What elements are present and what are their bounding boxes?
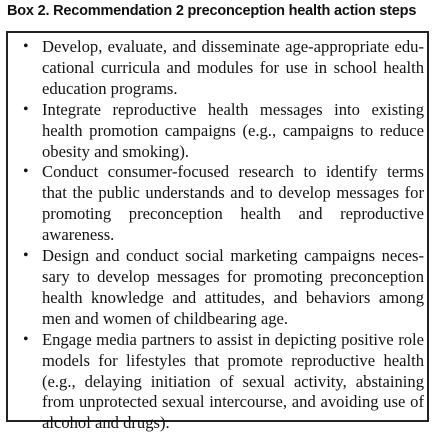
bullet-icon: • [23, 38, 29, 55]
action-step-5 [22, 330, 424, 434]
action-step-2 [22, 100, 424, 163]
box-title: Box 2. Recommendation 2 preconception health action steps [7, 3, 417, 19]
action-step-2-text: Integrate reproductive health messages into existing health promotion campaigns (e.g., campaigns to reduce obesity and smoking). [42, 99, 424, 161]
action-step-4 [22, 246, 424, 330]
bullet-icon: • [23, 100, 29, 118]
bullet-icon: • [23, 163, 29, 181]
action-step-1-text: Develop, evaluate, and disseminate age-appropriate educational curricula and modules for use in school health education programs. [42, 37, 424, 98]
action-step-3 [22, 162, 424, 246]
action-step-3-text: Conduct consumer-focused research to identify terms that the public understands and to develop messages for promoting preconception health and reproductive awareness. [42, 162, 424, 245]
bullet-icon: • [23, 330, 29, 348]
bullet-icon: • [23, 247, 29, 265]
action-steps-list [22, 37, 424, 434]
action-steps-box [6, 31, 429, 433]
action-step-5-text: Engage media partners to assist in depicting positive role models for lifestyles that promote reproductive health (e.g., delaying initiation of sexual activity, abstaining from unprotected sexual intercourse, and avoiding use of alcohol and drugs). [42, 329, 424, 433]
action-step-1 [22, 37, 424, 100]
action-step-4-text: Design and conduct social marketing campaigns necessary to develop messages for promoting preconception health knowledge and attitudes, and behaviors among men and women of childbearing age. [42, 246, 424, 328]
